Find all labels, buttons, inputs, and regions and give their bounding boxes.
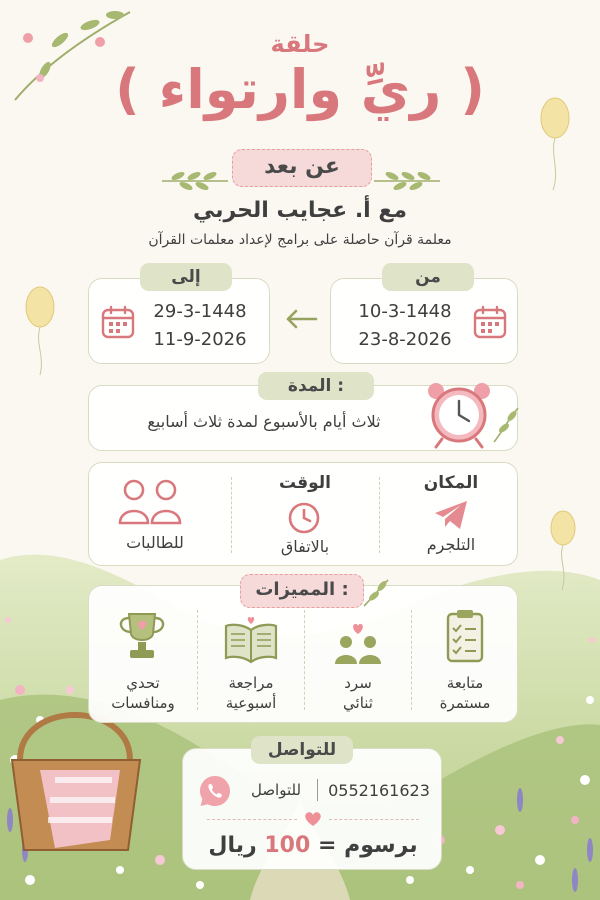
to-gregorian-date: 11-9-2026 — [153, 329, 247, 350]
to-hijri-date: 29-3-1448 — [153, 301, 247, 322]
course-title: ( ريِّ وارتواء ) — [115, 58, 485, 121]
fee-line — [183, 833, 443, 858]
clock-icon — [287, 501, 321, 535]
contact-phone[interactable]: 0552161623 — [328, 781, 430, 800]
clipboard-icon — [445, 608, 485, 664]
to-label: إلى — [140, 263, 232, 291]
place-value: التلجرم — [426, 535, 476, 554]
fee-amount: 100 — [264, 833, 311, 858]
time-value: بالاتفاق — [280, 537, 330, 556]
time-label: الوقت — [279, 473, 331, 493]
teacher-name: مع أ. عجايب الحربي — [192, 198, 408, 223]
heart-icon — [304, 811, 322, 827]
from-label: من — [382, 263, 474, 291]
students-icon — [117, 477, 183, 525]
divider — [329, 819, 419, 820]
divider — [317, 779, 318, 801]
contact-label: للتواصل — [251, 736, 353, 764]
divider — [197, 610, 198, 710]
divider — [379, 477, 380, 553]
feature-pair-line1: سرد — [344, 674, 372, 692]
feature-pair-line2: ثنائي — [343, 694, 373, 712]
telegram-icon — [433, 499, 469, 531]
feature-trophy-line1: تحدي — [126, 674, 160, 692]
mode-badge: عن بعد — [232, 149, 372, 187]
divider — [207, 819, 297, 820]
feature-trophy-line2: ومنافسات — [111, 694, 175, 712]
feature-book-line1: مراجعة — [228, 674, 274, 692]
course-kicker: حلقة — [270, 30, 330, 58]
right-laurel-icon — [372, 168, 442, 194]
feature-clipboard-line1: متابعة — [446, 674, 484, 692]
place-label: المكان — [423, 473, 479, 493]
fee-prefix: برسوم = — [317, 833, 418, 858]
arrow-left-icon — [284, 308, 318, 330]
contact-card — [182, 748, 442, 870]
book-icon — [223, 616, 279, 664]
teacher-bio: معلمة قرآن حاصلة على برامج لإعداد معلمات القرآن — [148, 232, 452, 248]
from-gregorian-date: 23-8-2026 — [358, 329, 452, 350]
duration-label: المدة : — [258, 372, 374, 400]
audience-value: للطالبات — [126, 533, 184, 552]
fee-currency: ريال — [208, 833, 257, 858]
feature-book-line2: أسبوعية — [225, 694, 277, 712]
trophy-icon — [113, 608, 171, 664]
divider — [304, 610, 305, 710]
duration-text: ثلاث أيام بالأسبوع لمدة ثلاث أسابيع — [147, 412, 381, 431]
sprig-icon — [362, 578, 390, 608]
whatsapp-icon[interactable] — [197, 773, 233, 809]
pair-icon — [331, 620, 385, 666]
calendar-icon — [101, 305, 135, 339]
info-card — [88, 462, 518, 566]
divider — [411, 610, 412, 710]
sprig-icon — [490, 404, 522, 444]
from-hijri-date: 10-3-1448 — [358, 301, 452, 322]
divider — [231, 477, 232, 553]
features-label: المميزات : — [240, 574, 364, 608]
contact-phone-label: للتواصل — [250, 781, 302, 799]
alarm-clock-icon — [426, 377, 492, 449]
feature-clipboard-line2: مستمرة — [439, 694, 491, 712]
calendar-icon — [473, 305, 507, 339]
left-laurel-icon — [160, 168, 230, 194]
